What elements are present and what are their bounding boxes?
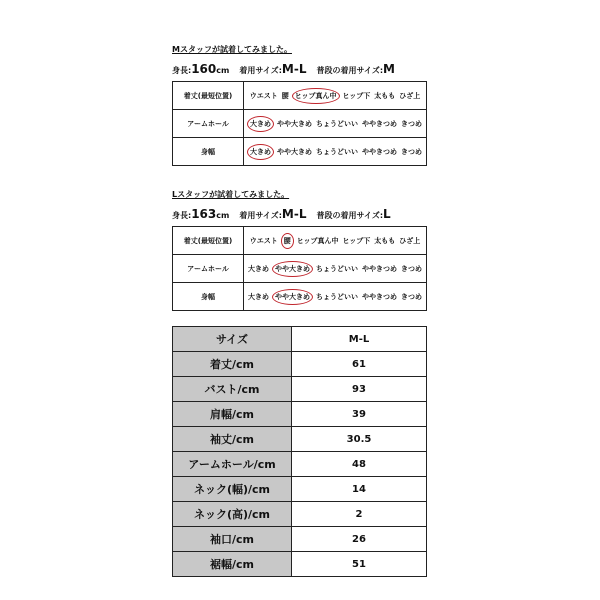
m-worn-value: M-L (281, 62, 307, 76)
size-row-value: 14 (292, 477, 427, 502)
l-staff-info (172, 207, 391, 221)
m-fit-table (172, 81, 427, 166)
m-usual-value: M (383, 62, 395, 76)
fit-option: ややきつめ (362, 119, 397, 128)
size-row-label: ネック(高)/cm (173, 502, 292, 527)
l-fit-row-options (244, 227, 427, 255)
fit-option: ややきつめ (362, 147, 397, 156)
fit-option: ひざ上 (399, 236, 421, 245)
fit-option: ちょうどいい (316, 147, 358, 156)
size-row-value: 26 (292, 527, 427, 552)
m-staff-info (172, 62, 395, 76)
l-usual-value: L (383, 207, 391, 221)
size-row-value: 48 (292, 452, 427, 477)
size-table-row (173, 527, 427, 552)
fit-option: 大きめ (248, 264, 269, 273)
fit-option: ちょうどいい (316, 119, 358, 128)
size-table (172, 326, 427, 577)
selected-fit-option: 腰 (281, 233, 294, 249)
size-row-value: 30.5 (292, 427, 427, 452)
size-row-value: 2 (292, 502, 427, 527)
l-height-unit: cm (216, 211, 230, 220)
fit-option: 腰 (281, 91, 289, 100)
fit-option: ややきつめ (362, 264, 397, 273)
size-row-value: 39 (292, 402, 427, 427)
fit-option: ウエスト (249, 236, 278, 245)
fit-option: きつめ (401, 119, 422, 128)
fit-option: ウエスト (249, 91, 278, 100)
m-usual-label: 普段の着用サイズ: (316, 66, 384, 75)
m-height-label: 身長: (172, 66, 192, 75)
size-table-row (173, 477, 427, 502)
fit-option: ヒップ真ん中 (296, 236, 339, 245)
fit-option: ヒップ下 (342, 236, 371, 245)
m-fit-row (173, 138, 427, 166)
size-table-row (173, 452, 427, 477)
selected-fit-option: やや大きめ (272, 261, 313, 277)
size-header-label: サイズ (173, 327, 292, 352)
l-fit-row-options (244, 283, 427, 311)
size-row-label: 袖丈/cm (173, 427, 292, 452)
m-fit-row (173, 82, 427, 110)
m-fit-row-label: アームホール (173, 110, 244, 138)
m-fit-row-options (244, 82, 427, 110)
l-fit-table (172, 226, 427, 311)
m-fit-row-options (244, 138, 427, 166)
size-table-header-row (173, 327, 427, 352)
m-worn-label: 着用サイズ: (239, 66, 282, 75)
fit-option: ちょうどいい (316, 292, 358, 301)
size-row-label: 着丈/cm (173, 352, 292, 377)
m-staff-title: Mスタッフが試着してみました。 (172, 45, 292, 54)
m-height-unit: cm (216, 66, 230, 75)
size-table-row (173, 377, 427, 402)
size-table-row (173, 402, 427, 427)
fit-option: 太もも (374, 236, 396, 245)
l-fit-row-label: 着丈(最短位置) (173, 227, 244, 255)
selected-fit-option: 大きめ (247, 144, 274, 160)
size-row-label: 袖口/cm (173, 527, 292, 552)
fit-option: 大きめ (248, 292, 269, 301)
size-row-label: 裾幅/cm (173, 552, 292, 577)
size-row-label: ネック(幅)/cm (173, 477, 292, 502)
m-fit-row-label: 身幅 (173, 138, 244, 166)
selected-fit-option: やや大きめ (272, 289, 313, 305)
l-usual-label: 普段の着用サイズ: (316, 211, 384, 220)
size-row-label: 肩幅/cm (173, 402, 292, 427)
selected-fit-option: 大きめ (247, 116, 274, 132)
l-worn-label: 着用サイズ: (239, 211, 282, 220)
fit-option: 太もも (374, 91, 396, 100)
l-fit-row (173, 283, 427, 311)
l-staff-title: Lスタッフが試着してみました。 (172, 190, 290, 199)
size-row-label: バスト/cm (173, 377, 292, 402)
l-height-label: 身長: (172, 211, 192, 220)
size-table-row (173, 502, 427, 527)
m-fit-row (173, 110, 427, 138)
fit-option: きつめ (401, 264, 422, 273)
l-worn-value: M-L (281, 207, 307, 221)
l-fit-row-label: 身幅 (173, 283, 244, 311)
fit-option: ひざ上 (399, 91, 421, 100)
fit-option: きつめ (401, 292, 422, 301)
fit-option: やや大きめ (277, 119, 312, 128)
m-fit-row-label: 着丈(最短位置) (173, 82, 244, 110)
size-table-row (173, 352, 427, 377)
l-fit-row (173, 227, 427, 255)
fit-option: やや大きめ (277, 147, 312, 156)
selected-fit-option: ヒップ真ん中 (292, 88, 340, 104)
fit-option: ややきつめ (362, 292, 397, 301)
size-table-row (173, 552, 427, 577)
size-row-value: 61 (292, 352, 427, 377)
l-fit-row-options (244, 255, 427, 283)
size-row-label: アームホール/cm (173, 452, 292, 477)
size-table-row (173, 427, 427, 452)
fit-option: ちょうどいい (316, 264, 358, 273)
fit-option: ヒップ下 (342, 91, 371, 100)
l-fit-row-label: アームホール (173, 255, 244, 283)
m-fit-row-options (244, 110, 427, 138)
size-row-value: 51 (292, 552, 427, 577)
l-fit-row (173, 255, 427, 283)
l-height-value: 163 (191, 207, 217, 221)
fit-option: きつめ (401, 147, 422, 156)
size-row-value: 93 (292, 377, 427, 402)
m-height-value: 160 (191, 62, 217, 76)
size-header-value: M-L (292, 327, 427, 352)
